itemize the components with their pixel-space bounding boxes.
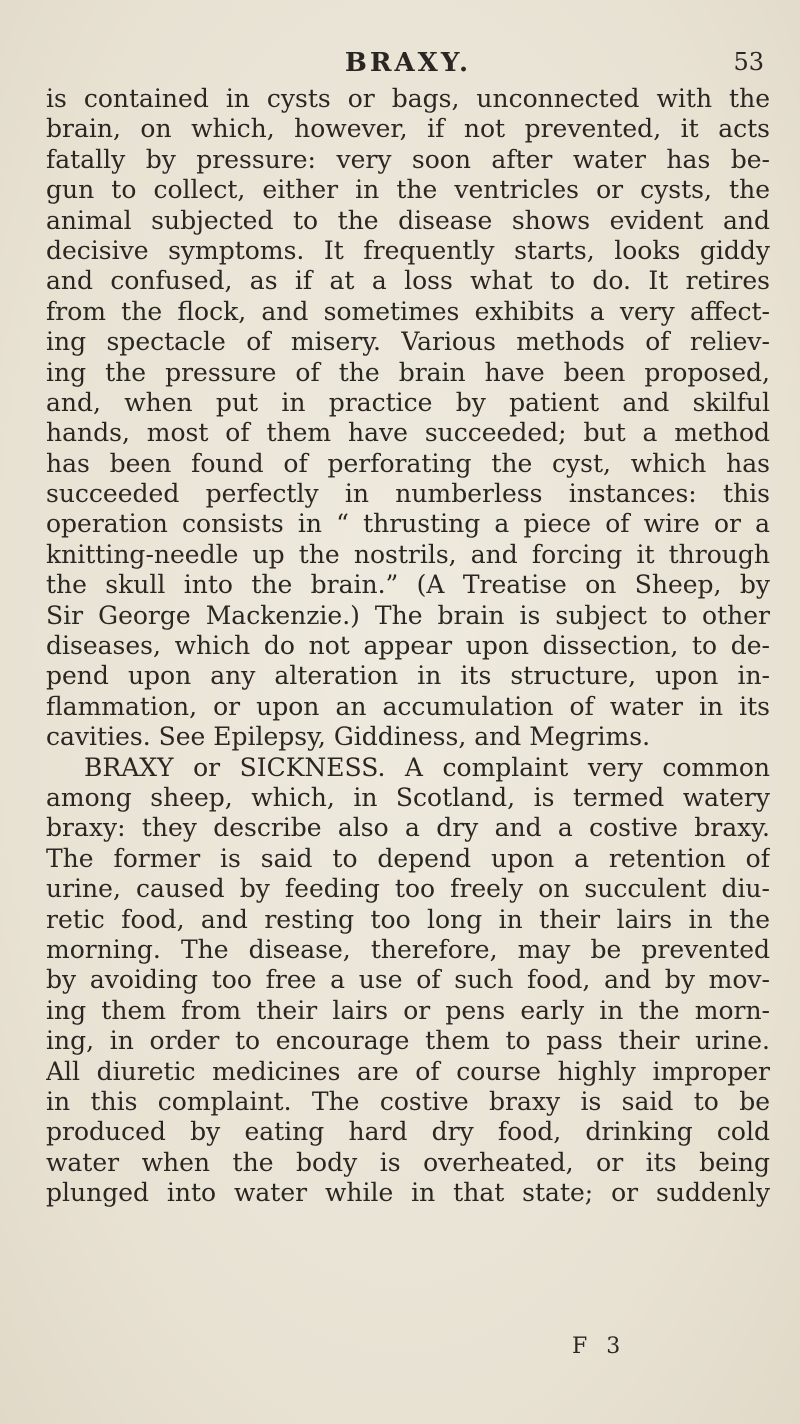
paragraph-start-line: BRAXY or SICKNESS. A complaint very common [84,752,770,782]
text-line: by avoiding too free a use of such food, and by mov- [46,965,770,995]
text-line: diseases, which do not appear upon dissection, to de- [46,631,770,661]
text-line: and, when put in practice by patient and skilful [46,387,770,417]
text-line: retic food, and resting too long in their lairs in the [46,904,770,934]
text-line: cavities. See Epilepsy, Giddiness, and Megrims. [46,722,651,752]
text-line: The former is said to depend upon a retention of [46,843,770,873]
body-text [46,84,770,1208]
text-line: produced by eating hard dry food, drinking cold [46,1117,770,1147]
text-line: water when the body is overheated, or its being [46,1147,770,1177]
running-head [46,40,770,84]
page-number: 53 [733,48,764,76]
text-line: from the flock, and sometimes exhibits a very affect- [46,296,770,326]
text-line: hands, most of them have succeeded; but a method [46,418,770,448]
text-line: in this complaint. The costive braxy is said to be [46,1086,770,1116]
text-line: urine, caused by feeding too freely on succulent diu- [46,874,770,904]
text-line: brain, on which, however, if not prevented, it acts [46,114,770,144]
text-line: knitting-needle up the nostrils, and forcing it through [46,539,770,569]
text-line: Sir George Mackenzie.) The brain is subject to other [46,600,770,630]
text-line: operation consists in “ thrusting a piece of wire or a [46,509,770,539]
text-line: All diuretic medicines are of course highly improper [46,1056,770,1086]
text-line: ing spectacle of misery. Various methods of reliev- [46,327,770,357]
text-line: has been found of perforating the cyst, which has [46,448,770,478]
text-line: decisive symptoms. It frequently starts, looks giddy [46,235,770,265]
text-line: pend upon any alteration in its structure, upon in- [46,661,770,691]
text-line: and confused, as if at a loss what to do. It retires [46,266,770,296]
text-line: ing the pressure of the brain have been proposed, [46,357,770,387]
text-line: flammation, or upon an accumulation of water in its [46,691,770,721]
text-line: gun to collect, either in the ventricles or cysts, the [46,175,770,205]
text-line: ing them from their lairs or pens early in the morn- [46,995,770,1025]
text-line: is contained in cysts or bags, unconnected with the [46,84,770,113]
text-line: plunged into water while in that state; or suddenly [46,1178,770,1208]
text-line: braxy: they describe also a dry and a costive braxy. [46,813,770,843]
text-line: among sheep, which, in Scotland, is termed watery [46,782,770,812]
printer-signature-mark: F 3 [572,1334,627,1359]
text-line: morning. The disease, therefore, may be prevented [46,934,770,964]
text-line: succeeded perfectly in numberless instances: this [46,479,770,509]
text-line: fatally by pressure: very soon after water has be- [46,144,770,174]
running-title: BRAXY. [344,48,472,78]
text-line: ing, in order to encourage them to pass their urine. [46,1026,770,1056]
text-line: the skull into the brain.” (A Treatise on Sheep, by [46,570,770,600]
text-line: animal subjected to the disease shows evident and [46,205,770,235]
